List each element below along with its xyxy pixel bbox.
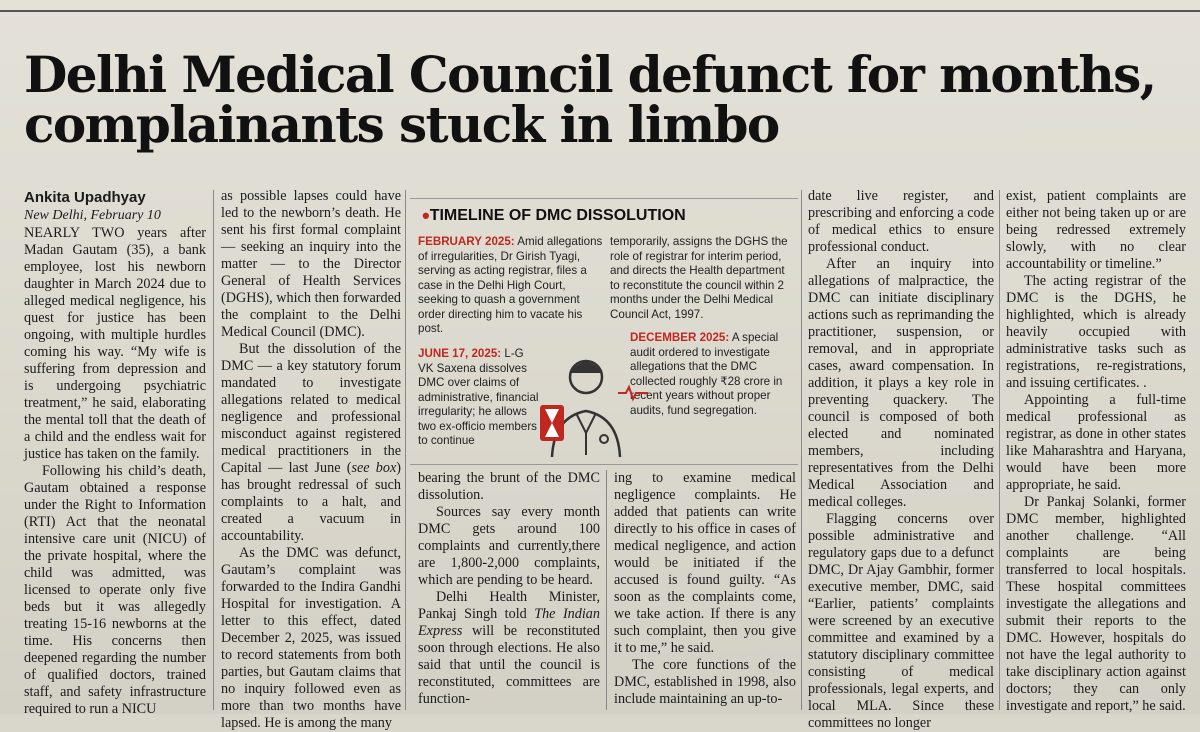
col1-paragraph-2: Following his child’s death, Gautam obtained a response under the Right to Information (RTI) Act that the neonatal intensive care unit (NICU) of the private hospital, where the child was admitted, was licensed to operate only five beds but it was allegedly treating 15-16 newborns at the time. His concerns then deepened regarding the number of qualified doctors, trained staff, and safety infrastructure required to run a NICU (24, 463, 206, 717)
bullet-dot: • (422, 203, 430, 228)
doctor-illustration (538, 347, 628, 457)
column-1 (24, 188, 206, 717)
timeline-entry-june-2025 (418, 347, 542, 449)
column-divider (606, 470, 607, 710)
col4-paragraph-2: The core functions of the DMC, established in 1998, also include maintaining an up-to- (614, 657, 796, 707)
col6-paragraph-3: Appointing a full-time medical professional as registrar, as done in other states like Maharashtra and Haryana, would have been more appropriate, he said. (1006, 392, 1186, 493)
col2-paragraph-1: as possible lapses could have led to the newborn’s death. He sent his first formal complaint — seeking an inquiry into the matter — to the Director General of Health Services (DGHS), which then forwarded the complaint to the Delhi Medical Council (DMC). (221, 188, 401, 340)
col2-paragraph-2 (221, 341, 401, 545)
top-rule (0, 10, 1200, 12)
entry-text: L-G VK Saxena dissolves DMC over claims of administrative, financial irregularity; he allows two ex-officio members to continue (418, 347, 539, 447)
timeline-entry-continued (610, 235, 790, 322)
column-divider (213, 190, 214, 710)
timeline-entry-feb-2025 (418, 235, 606, 337)
col5-paragraph-2: After an inquiry into allegations of malpractice, the DMC can initiate disciplinary actions such as reprimanding the practitioner, suspension, or removal, and in appropriate cases, award compensation. In addition, it plays a key role in preventing quackery. The council is composed of both elected and nominated members, including representatives from the Delhi Medical Association and medical colleges. (808, 256, 994, 510)
col6-paragraph-4: Dr Pankaj Solanki, former DMC member, highlighted another challenge. “All complaints are being transferred to local hospitals. These hospital committees investigate the allegations and submit their reports to the DMC. However, hospitals do not have the legal authority to take disciplinary action against doctors; they can only investigate and report,” he said. (1006, 494, 1186, 714)
entry-text: Amid allegations of irregularities, Dr Girish Tyagi, serving as acting registrar, files a case in the Delhi High Court, seeking to quash a government order directing him to vacate his post. (418, 235, 603, 335)
heartbeat-icon (618, 385, 648, 401)
column-3 (418, 470, 600, 714)
col3-p3-a: Delhi Health Minister, Pankaj Singh told (418, 589, 600, 622)
col2-p2-a: But the dissolution of the DMC — a key statutory forum mandated to investigate allegations related to medical negligence and professional misconduct against registered medical practitioners in the Capital — last June ( (221, 341, 401, 476)
column-2 (221, 188, 401, 731)
entry-date: DECEMBER 2025: (630, 331, 730, 344)
col3-paragraph-2: Sources say every month DMC gets around 100 complaints and currently,there are 1,800-2,000 complaints, which are pending to be heard. (418, 504, 600, 588)
column-divider (999, 190, 1000, 710)
col5-paragraph-1: date live register, and prescribing and enforcing a code of medical ethics to ensure professional conduct. (808, 188, 994, 255)
headline: Delhi Medical Council defunct for months, complainants stuck in limbo (24, 45, 1156, 154)
byline-author: Ankita Upadhyay (24, 189, 146, 206)
entry-date: FEBRUARY 2025: (418, 235, 515, 248)
col2-p2-b: ) has brought redressal of such complaints to a halt, and created a vacuum in accountability. (221, 460, 401, 544)
column-divider (801, 190, 802, 710)
entry-text: A special audit ordered to investigate allegations that the DMC collected roughly ₹28 crore in recent years without proper audits, fund segregation. (630, 331, 783, 417)
col6-paragraph-2: The acting registrar of the DMC is the DGHS, he highlighted, which is already heavily occupied with administrative tasks such as registrations, re-registrations, and issuing certificates. . (1006, 273, 1186, 391)
col3-p3-b: will be reconstituted soon through elections. He also said that until the council is reconstituted, committees are function- (418, 623, 600, 707)
byline-dateline: New Delhi, February 10 (24, 208, 161, 223)
column-divider (405, 190, 406, 710)
col3-paragraph-3 (418, 589, 600, 708)
see-box-ref: see box (351, 460, 397, 476)
timeline-title (422, 203, 686, 229)
col4-paragraph-1: ing to examine medical negligence complaints. He added that patients can write directly to his office in cases of medical negligence, and action would be initiated if the accused is found guilty. “As soon as the complaints come, we take action. If there is any such complaint, then you give it to me,” he said. (614, 470, 796, 656)
hourglass-icon (540, 405, 564, 441)
entry-text: temporarily, assigns the DGHS the role of registrar for interim period, and directs the Health department to reconstitute the council within 2 months under the Delhi Medical Council Act, 1997. (610, 235, 788, 321)
col5-paragraph-3: Flagging concerns over possible administrative and regulatory gaps due to a defunct DMC, Dr Ajay Gambhir, former executive member, DMC, said “Earlier, patients’ complaints were screened by an executive committee and examined by a statutory disciplinary committee consisting of medical professionals, legal experts, and local MLA. Since these committees no longer (808, 511, 994, 731)
column-6 (1006, 188, 1186, 714)
col6-paragraph-1: exist, patient complaints are either not being taken up or are being redressed extremely slowly, with no clear accountability or timeline.” (1006, 188, 1186, 272)
col1-paragraph-1 (24, 225, 206, 463)
column-5 (808, 188, 994, 731)
timeline-box (410, 198, 798, 465)
col2-paragraph-3: As the DMC was defunct, Gautam’s complaint was forwarded to the Indira Gandhi Hospital for investigation. A letter to this effect, dated December 2, 2025, was issued to record statements from both parties, but Gautam claims that no inquiry followed even as more than two months have lapsed. He is among the many (221, 545, 401, 731)
col3-paragraph-1: bearing the brunt of the DMC dissolution. (418, 470, 600, 503)
newspaper-name: The Indian Express (418, 606, 600, 639)
lead-caps: NEARLY TWO (24, 225, 125, 241)
col1-p1-text: years after Madan Gautam (35), a bank employee, lost his newborn daughter in March 2024 due to alleged medical negligence, his quest for justice has been ongoing, with multiple hurdles coming his way. “My wife is suffering from depression and is undergoing psychiatric treatment,” he said, elaborating the mental toll that the death of a child and the endless wait for justice has taken on the family. (24, 225, 206, 462)
timeline-entry-dec-2025 (630, 331, 790, 418)
timeline-title-text: TIMELINE OF DMC DISSOLUTION (429, 207, 686, 224)
column-4 (614, 470, 796, 714)
entry-date: JUNE 17, 2025: (418, 347, 502, 360)
